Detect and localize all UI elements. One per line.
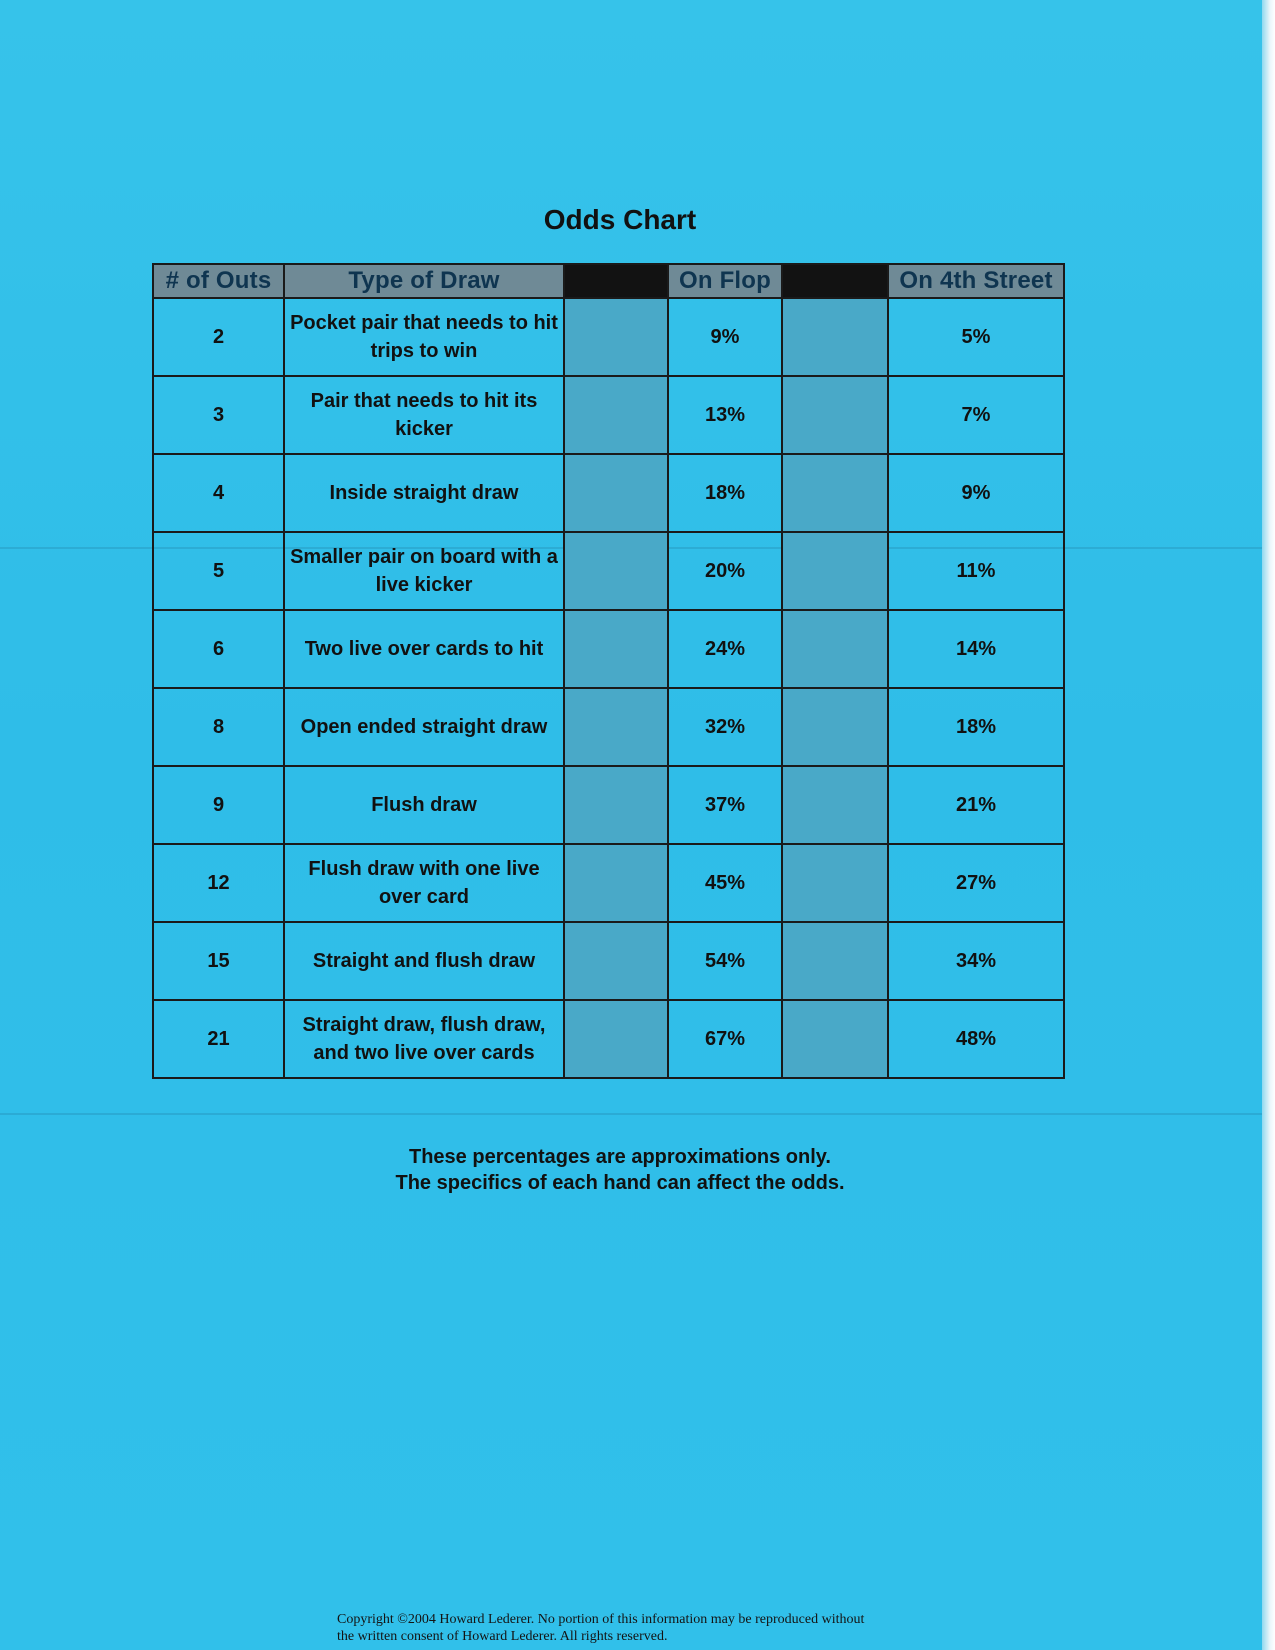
page-title: Odds Chart	[543, 204, 697, 235]
header-spacer	[782, 264, 888, 298]
header-type-of-draw: Type of Draw	[284, 264, 564, 298]
table-row	[153, 766, 1064, 844]
cell-outs: 3	[153, 376, 284, 454]
cell-spacer	[564, 844, 668, 922]
cell-type-of-draw: Pair that needs to hit its kicker	[284, 376, 564, 454]
cell-on-4th-street: 5%	[888, 298, 1064, 376]
note-line: These percentages are approximations only.	[409, 1146, 831, 1168]
cell-on-flop: 54%	[668, 922, 782, 1000]
cell-spacer	[564, 376, 668, 454]
header-outs: # of Outs	[153, 264, 284, 298]
table-row	[153, 922, 1064, 1000]
note-line: The specifics of each hand can affect the odds.	[395, 1172, 845, 1194]
table-row	[153, 610, 1064, 688]
copyright-notice	[337, 1611, 1017, 1645]
cell-spacer	[564, 922, 668, 1000]
cell-spacer	[782, 454, 888, 532]
cell-on-4th-street: 7%	[888, 376, 1064, 454]
cell-spacer	[782, 1000, 888, 1078]
cell-spacer	[564, 532, 668, 610]
table-header-row	[153, 264, 1064, 298]
cell-on-flop: 18%	[668, 454, 782, 532]
cell-on-4th-street: 27%	[888, 844, 1064, 922]
cell-spacer	[782, 922, 888, 1000]
cell-on-4th-street: 48%	[888, 1000, 1064, 1078]
cell-outs: 4	[153, 454, 284, 532]
cell-outs: 5	[153, 532, 284, 610]
cell-on-flop: 20%	[668, 532, 782, 610]
table-row	[153, 844, 1064, 922]
cell-on-4th-street: 21%	[888, 766, 1064, 844]
cell-on-flop: 24%	[668, 610, 782, 688]
table-row	[153, 298, 1064, 376]
cell-outs: 12	[153, 844, 284, 922]
cell-type-of-draw: Smaller pair on board with a live kicker	[284, 532, 564, 610]
cell-spacer	[564, 688, 668, 766]
cell-spacer	[782, 610, 888, 688]
cell-spacer	[782, 766, 888, 844]
cell-type-of-draw: Inside straight draw	[284, 454, 564, 532]
table-row	[153, 688, 1064, 766]
cell-on-4th-street: 11%	[888, 532, 1064, 610]
cell-type-of-draw: Straight and flush draw	[284, 922, 564, 1000]
cell-spacer	[564, 298, 668, 376]
cell-spacer	[564, 1000, 668, 1078]
cell-outs: 8	[153, 688, 284, 766]
table-row	[153, 1000, 1064, 1078]
cell-on-4th-street: 9%	[888, 454, 1064, 532]
cell-type-of-draw: Straight draw, flush draw, and two live over cards	[284, 1000, 564, 1078]
cell-outs: 2	[153, 298, 284, 376]
cell-on-flop: 13%	[668, 376, 782, 454]
cell-spacer	[782, 532, 888, 610]
cell-on-flop: 67%	[668, 1000, 782, 1078]
header-on-flop: On Flop	[668, 264, 782, 298]
cell-spacer	[782, 376, 888, 454]
cell-on-flop: 32%	[668, 688, 782, 766]
cell-type-of-draw: Flush draw with one live over card	[284, 844, 564, 922]
cell-spacer	[782, 298, 888, 376]
table-row	[153, 376, 1064, 454]
disclaimer-note	[0, 1144, 1240, 1196]
cell-outs: 15	[153, 922, 284, 1000]
cell-spacer	[564, 454, 668, 532]
cell-type-of-draw: Open ended straight draw	[284, 688, 564, 766]
cell-type-of-draw: Flush draw	[284, 766, 564, 844]
cell-outs: 6	[153, 610, 284, 688]
cell-type-of-draw: Pocket pair that needs to hit trips to win	[284, 298, 564, 376]
cell-outs: 21	[153, 1000, 284, 1078]
cell-spacer	[782, 688, 888, 766]
copyright-line: Copyright ©2004 Howard Lederer. No portion of this information may be reproduced without	[337, 1612, 865, 1627]
table-row	[153, 454, 1064, 532]
cell-on-flop: 45%	[668, 844, 782, 922]
cell-on-4th-street: 18%	[888, 688, 1064, 766]
odds-table	[152, 263, 1065, 1079]
header-on-4th-street: On 4th Street	[888, 264, 1064, 298]
cell-type-of-draw: Two live over cards to hit	[284, 610, 564, 688]
cell-on-4th-street: 14%	[888, 610, 1064, 688]
cell-on-flop: 9%	[668, 298, 782, 376]
scan-edge	[1262, 0, 1275, 1650]
cell-on-4th-street: 34%	[888, 922, 1064, 1000]
cell-spacer	[564, 610, 668, 688]
copyright-line: the written consent of Howard Lederer. All rights reserved.	[337, 1629, 668, 1644]
table-row	[153, 532, 1064, 610]
fold-crease	[0, 1113, 1262, 1115]
header-spacer	[564, 264, 668, 298]
cell-spacer	[564, 766, 668, 844]
cell-outs: 9	[153, 766, 284, 844]
cell-spacer	[782, 844, 888, 922]
cell-on-flop: 37%	[668, 766, 782, 844]
